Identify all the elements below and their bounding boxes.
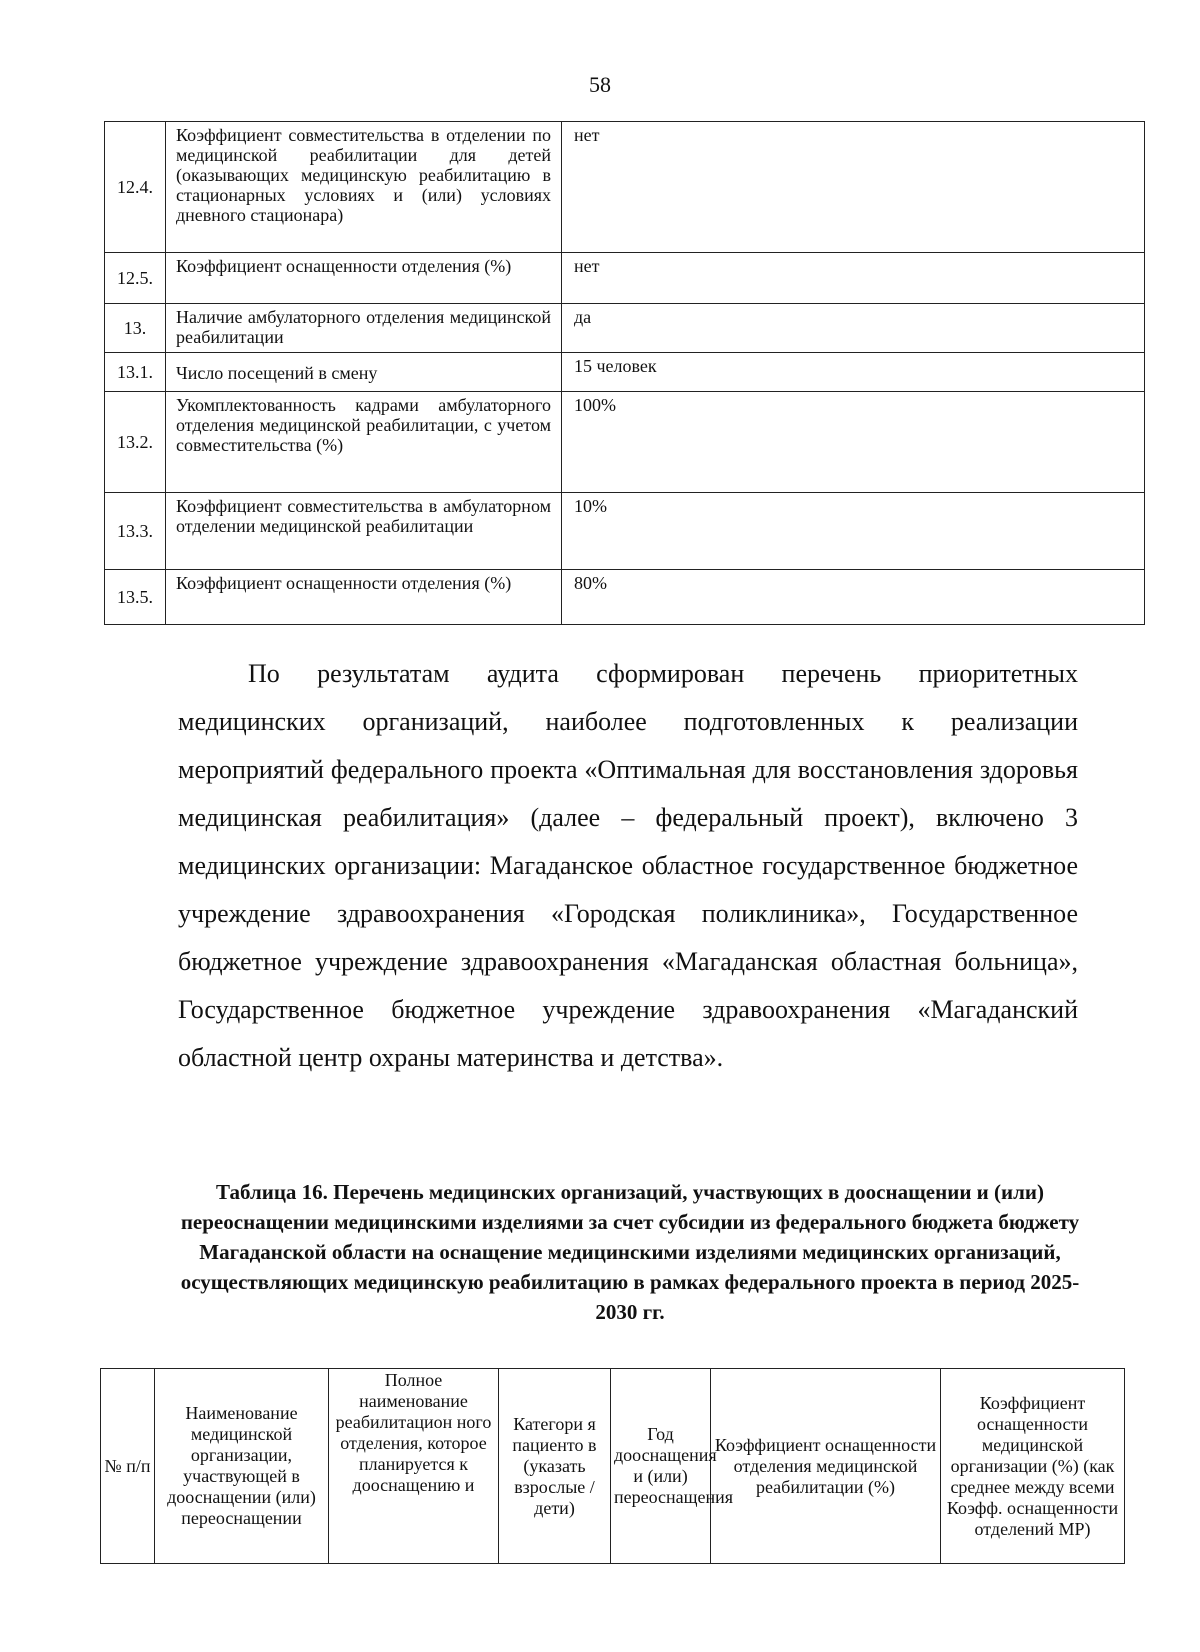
table-row [105, 392, 1145, 493]
table-row [105, 353, 1145, 392]
value-cell: 10% [562, 493, 1145, 570]
header-number: № п/п [101, 1369, 155, 1564]
table-row [105, 253, 1145, 304]
indicators-table [104, 121, 1145, 625]
table-row [105, 122, 1145, 253]
indicator-cell: Коэффициент совместительства в амбулаторном отделении медицинской реабилитации [166, 493, 562, 570]
value-cell: 100% [562, 392, 1145, 493]
table-row [105, 570, 1145, 625]
header-organization-coefficient: Коэффициент оснащенности медицинской организации (%) (как среднее между всеми Коэфф. оснащенности отделений МР) [941, 1369, 1125, 1564]
organizations-table [100, 1368, 1125, 1564]
row-number: 13.2. [105, 392, 166, 493]
value-cell: нет [562, 253, 1145, 304]
row-number: 13. [105, 304, 166, 353]
indicator-cell: Коэффициент оснащенности отделения (%) [166, 570, 562, 625]
table-row [105, 304, 1145, 353]
indicator-cell: Укомплектованность кадрами амбулаторного отделения медицинской реабилитации, с учетом совместительства (%) [166, 392, 562, 493]
page-number: 58 [589, 72, 611, 97]
table-caption: Таблица 16. Перечень медицинских организаций, участвующих в дооснащении и (или) переоснащении медицинскими изделиями за счет субсидии из федерального бюджета бюджету Магаданской области на оснащение медицинскими изделиями медицинских организаций, осуществляющих медицинскую реабилитацию в рамках федерального проекта в период 2025-2030 гг. [180, 1180, 1080, 1324]
indicator-cell: Число посещений в смену [166, 353, 562, 392]
indicator-cell: Коэффициент оснащенности отделения (%) [166, 253, 562, 304]
table-header-row [101, 1369, 1125, 1564]
body-paragraph: По результатам аудита сформирован перечень приоритетных медицинских организаций, наиболее подготовленных к реализации мероприятий федерального проекта «Оптимальная для восстановления здоровья медицинская реабилитация» (далее – федеральный проект), включено 3 медицинских организации: Магаданское областное государственное бюджетное учреждение здравоохранения «Городская поликлиника», Государственное бюджетное учреждение здравоохранения «Магаданская областная больница», Государственное бюджетное учреждение здравоохранения «Магаданский областной центр охраны материнства и детства». [178, 659, 1078, 1072]
value-cell: 80% [562, 570, 1145, 625]
row-number: 13.3. [105, 493, 166, 570]
header-organization: Наименование медицинской организации, участвующей в дооснащении (или) переоснащении [155, 1369, 329, 1564]
header-patient-category: Категори я пациенто в (указать взрослые /дети) [499, 1369, 611, 1564]
header-department-coefficient: Коэффициент оснащенности отделения медицинской реабилитации (%) [711, 1369, 941, 1564]
indicator-cell: Коэффициент совместительства в отделении по медицинской реабилитации для детей (оказывающих медицинскую реабилитацию в стационарных условиях и (или) условиях дневного стационара) [166, 122, 562, 253]
row-number: 12.5. [105, 253, 166, 304]
table-row [105, 493, 1145, 570]
value-cell: нет [562, 122, 1145, 253]
row-number: 13.5. [105, 570, 166, 625]
row-number: 13.1. [105, 353, 166, 392]
row-number: 12.4. [105, 122, 166, 253]
header-department: Полное наименование реабилитацион ного отделения, которое планируется к дооснащению и [329, 1369, 499, 1564]
indicator-cell: Наличие амбулаторного отделения медицинской реабилитации [166, 304, 562, 353]
value-cell: да [562, 304, 1145, 353]
value-cell: 15 человек [562, 353, 1145, 392]
header-year: Год дооснащения и (или) переоснащения [611, 1369, 711, 1564]
